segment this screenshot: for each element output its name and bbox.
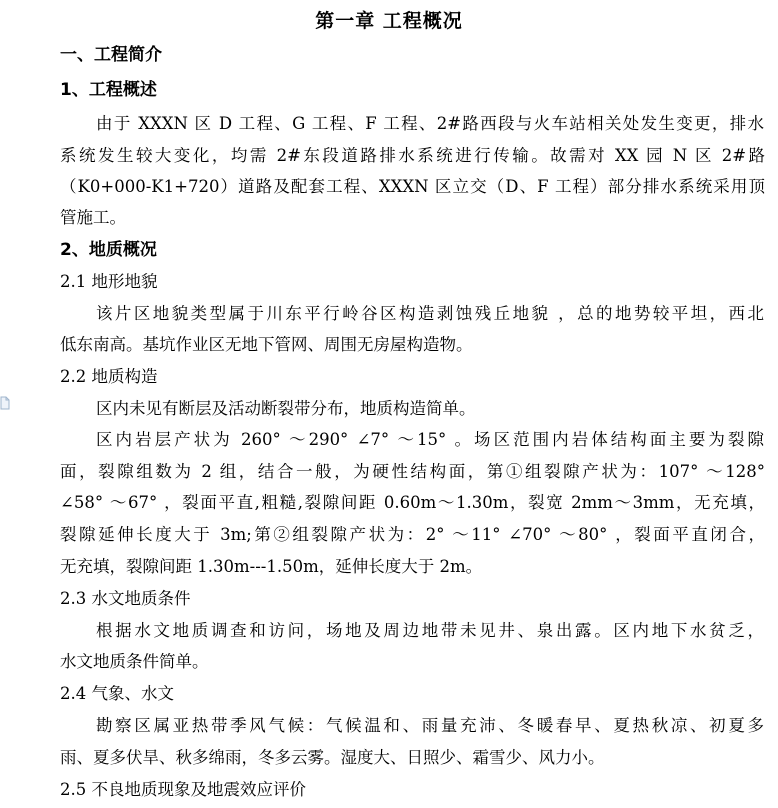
paragraph-line: 裂隙延伸长度大于 3m;第②组裂隙产状为：2° ～11° ∠70° ～80° ，裂面平直闭合，: [60, 525, 765, 544]
paragraph-line: 雨、夏多伏旱、秋多绵雨，冬多云雾。湿度大、日照少、霜雪少、风力小。: [60, 748, 605, 767]
paragraph-line: ∠58° ～67° ，裂面平直,粗糙,裂隙间距 0.60m～1.30m，裂宽 2mm～3mm，无充填，: [60, 493, 765, 512]
heading-geology: 2、地质概况: [60, 240, 157, 260]
paragraph-line: 该片区地貌类型属于川东平行岭谷区构造剥蚀残丘地貌 ，总的地势较平坦，西北: [96, 304, 764, 323]
paragraph-line: 无充填，裂隙间距 1.30m---1.50m，延伸长度大于 2m。: [60, 557, 483, 576]
subheading-hydrogeology: 2.3 水文地质条件: [60, 589, 191, 608]
paragraph-line: 根据水文地质调查和访问，场地及周边地带未见井、泉出露。区内地下水贫乏，: [96, 621, 764, 640]
paragraph-line: 区内未见有断层及活动断裂带分布，地质构造简单。: [96, 399, 476, 418]
chapter-title: 第一章 工程概况: [315, 10, 463, 32]
paragraph-line: 系统发生较大变化，均需 2#东段道路排水系统进行传输。故需对 XX 园 N 区 2#路: [60, 146, 765, 165]
paragraph-line: 水文地质条件简单。: [60, 652, 209, 671]
document-margin-icon: [0, 396, 10, 410]
paragraph-line: 面，裂隙组数为 2 组，结合一般，为硬性结构面，第①组裂隙产状为：107° ～128°: [60, 462, 765, 481]
paragraph-line: 勘察区属亚热带季风气候：气候温和、雨量充沛、冬暖春早、夏热秋凉、初夏多: [96, 716, 764, 735]
section-heading-overview: 一、工程简介: [60, 45, 162, 65]
subheading-adverse-geology: 2.5 不良地质现象及地震效应评价: [60, 780, 306, 799]
paragraph-line: 由于 XXXN 区 D 工程、G 工程、F 工程、2#路西段与火车站相关处发生变更，排水: [96, 114, 764, 133]
paragraph-line: （K0+000-K1+720）道路及配套工程、XXXN 区立交（D、F 工程）部分排水系统采用顶: [60, 177, 765, 196]
paragraph-line: 区内岩层产状为 260° ～290° ∠7° ～15° 。场区范围内岩体结构面主要为裂隙: [96, 430, 764, 449]
paragraph-line: 管施工。: [60, 208, 126, 227]
subheading-terrain: 2.1 地形地貌: [60, 272, 158, 291]
subheading-structure: 2.2 地质构造: [60, 367, 158, 386]
subheading-climate: 2.4 气象、水文: [60, 684, 174, 703]
paragraph-line: 低东南高。基坑作业区无地下管网、周围无房屋构造物。: [60, 335, 473, 354]
heading-project-summary: 1、工程概述: [60, 80, 157, 100]
